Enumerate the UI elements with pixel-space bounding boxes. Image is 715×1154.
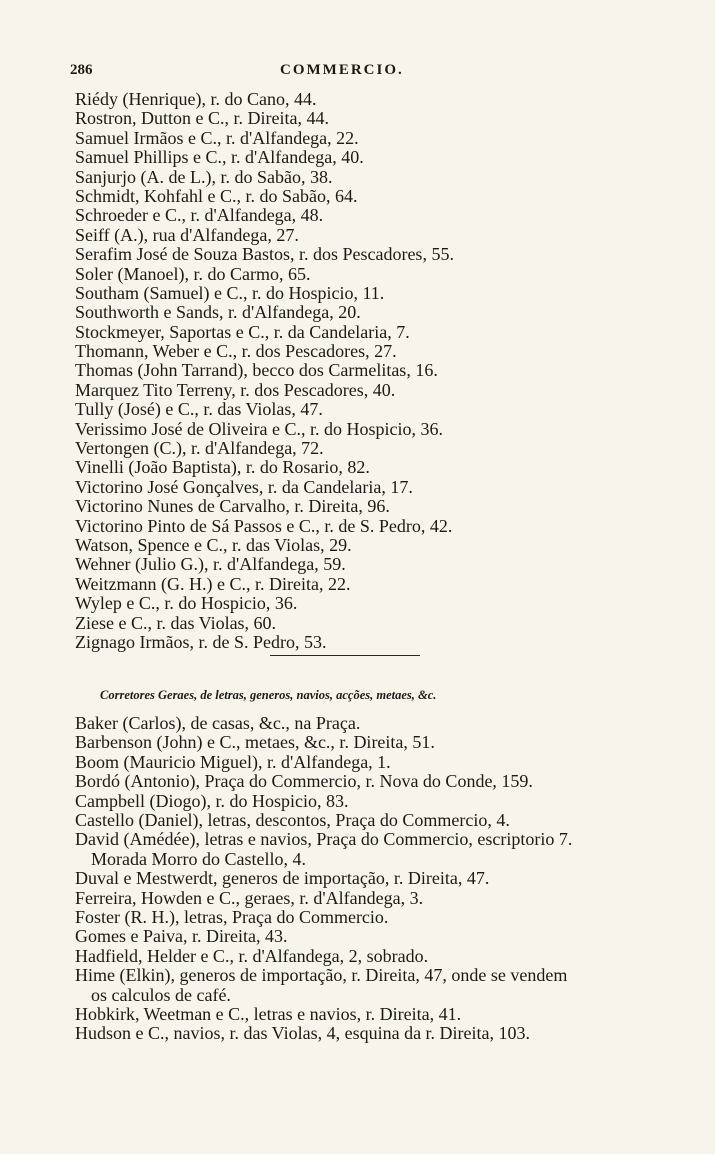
page-header: [70, 62, 660, 86]
list-item: Marquez Tito Terreny, r. dos Pescadores, 40.: [75, 379, 396, 400]
entry-text: Ferreira, Howden e C., geraes, r. d'Alfandega, 3.: [75, 887, 424, 908]
entry-text: Hadfield, Helder e C., r. d'Alfandega, 2, sobrado.: [75, 945, 429, 966]
list-item: [75, 889, 715, 908]
list-item: Verissimo José de Oliveira e C., r. do Hospicio, 36.: [75, 418, 443, 439]
list-item: Samuel Irmãos e C., r. d'Alfandega, 22.: [75, 127, 359, 148]
list-item: Vertongen (C.), r. d'Alfandega, 72.: [75, 438, 324, 459]
list-item: Ziese e C., r. das Violas, 60.: [75, 612, 277, 633]
list-item: Thomann, Weber e C., r. dos Pescadores, 27.: [75, 341, 397, 362]
list-item: [75, 772, 715, 791]
list-item: [75, 1024, 715, 1043]
entry-text: Foster (R. H.), letras, Praça do Commercio.: [75, 906, 389, 927]
list-item: Tully (José) e C., r. das Violas, 47.: [75, 399, 323, 420]
entry-text: Castello (Daniel), letras, descontos, Praça do Commercio, 4.: [75, 809, 510, 830]
list-item: Stockmeyer, Saportas e C., r. da Candelaria, 7.: [75, 321, 410, 342]
entry-text: Duval e Mestwerdt, generos de importação, r. Direita, 47.: [75, 868, 490, 889]
list-item: Schmidt, Kohfahl e C., r. do Sabão, 64.: [75, 185, 358, 206]
list-item: [75, 811, 715, 830]
entry-text: Bordó (Antonio), Praça do Commercio, r. Nova do Conde, 159.: [75, 771, 533, 792]
entry-continuation: os calculos de café.: [91, 984, 231, 1005]
list-item: [75, 927, 715, 946]
list-item: [75, 947, 715, 966]
list-item: [75, 714, 715, 733]
section-divider: [270, 655, 420, 656]
list-item: Samuel Phillips e C., r. d'Alfandega, 40.: [75, 147, 364, 168]
list-item: [75, 869, 715, 888]
entry-text: Campbell (Diogo), r. do Hospicio, 83.: [75, 790, 349, 811]
entry-text: Barbenson (John) e C., metaes, &c., r. Direita, 51.: [75, 732, 435, 753]
list-item: Seiff (A.), rua d'Alfandega, 27.: [75, 224, 299, 245]
list-item: [75, 830, 715, 869]
list-item: Wylep e C., r. do Hospicio, 36.: [75, 593, 298, 614]
running-title: COMMERCIO.: [280, 62, 404, 78]
list-item: Wehner (Julio G.), r. d'Alfandega, 59.: [75, 554, 346, 575]
list-item: Serafim José de Souza Bastos, r. dos Pescadores, 55.: [75, 244, 454, 265]
list-item: Thomas (John Tarrand), becco dos Carmelitas, 16.: [75, 360, 438, 381]
list-item: [75, 753, 715, 772]
list-item: Soler (Manoel), r. do Carmo, 65.: [75, 263, 311, 284]
list-item: Victorino Nunes de Carvalho, r. Direita, 96.: [75, 496, 390, 517]
list-item: Zignago Irmãos, r. de S. Pedro, 53.: [75, 631, 327, 652]
entry-text: David (Amédée), letras e navios, Praça do Commercio, escriptorio 7.: [75, 829, 573, 850]
list-item: [75, 966, 715, 1005]
list-item: Southworth e Sands, r. d'Alfandega, 20.: [75, 302, 361, 323]
list-item: Sanjurjo (A. de L.), r. do Sabão, 38.: [75, 166, 333, 187]
list-item: Watson, Spence e C., r. das Violas, 29.: [75, 534, 352, 555]
page-number: 286: [70, 62, 93, 78]
entry-text: Gomes e Paiva, r. Direita, 43.: [75, 926, 288, 947]
list-item: Victorino José Gonçalves, r. da Candelaria, 17.: [75, 476, 413, 497]
merchant-list: [75, 90, 675, 652]
list-item: [75, 1005, 715, 1024]
list-item: Schroeder e C., r. d'Alfandega, 48.: [75, 205, 324, 226]
list-item: [75, 908, 715, 927]
entry-text: Baker (Carlos), de casas, &c., na Praça.: [75, 713, 361, 733]
section-heading: Corretores Geraes, de letras, generos, navios, acções, metaes, &c.: [100, 688, 437, 702]
list-item: Vinelli (João Baptista), r. do Rosario, 82.: [75, 457, 370, 478]
entry-text: Boom (Mauricio Miguel), r. d'Alfandega, 1.: [75, 751, 391, 772]
list-item: Southam (Samuel) e C., r. do Hospicio, 11.: [75, 282, 385, 303]
list-item: [75, 792, 715, 811]
entry-text: Hudson e C., navios, r. das Violas, 4, esquina da r. Direita, 103.: [75, 1023, 531, 1044]
list-item: Riédy (Henrique), r. do Cano, 44.: [75, 89, 317, 109]
entry-text: Hobkirk, Weetman e C., letras e navios, r. Direita, 41.: [75, 1003, 462, 1024]
broker-list: [75, 714, 715, 1044]
list-item: Victorino Pinto de Sá Passos e C., r. de S. Pedro, 42.: [75, 515, 453, 536]
list-item: Rostron, Dutton e C., r. Direita, 44.: [75, 108, 329, 129]
list-item: Weitzmann (G. H.) e C., r. Direita, 22.: [75, 573, 351, 594]
entry-continuation: Morada Morro do Castello, 4.: [91, 848, 306, 869]
entry-text: Hime (Elkin), generos de importação, r. Direita, 47, onde se vendem: [75, 965, 568, 986]
list-item: [75, 733, 715, 752]
